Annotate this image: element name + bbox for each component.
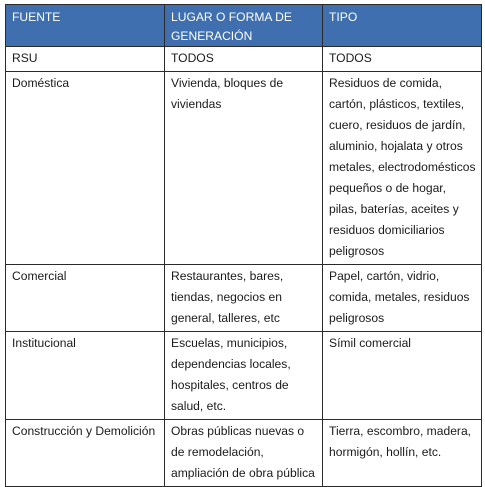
cell-tipo [323, 265, 482, 332]
table-row [6, 332, 482, 420]
table-body [6, 47, 482, 487]
cell-text: TODOS [329, 51, 372, 65]
cell-lugar [165, 47, 323, 72]
header-fuente: FUENTE [6, 5, 165, 47]
cell-fuente [6, 420, 165, 487]
cell-text: Comercial [12, 269, 67, 283]
cell-text: Restaurantes, bares, tiendas, negocios en general, talleres, etc [171, 269, 284, 325]
header-lugar: LUGAR O FORMA DE GENERACIÓN [165, 5, 323, 47]
cell-tipo [323, 47, 482, 72]
cell-text: Construcción y Demolición [12, 424, 156, 438]
cell-text: Tierra, escombro, madera, hormigón, hollín, etc. [329, 424, 472, 459]
cell-text: Residuos de comida, cartón, plásticos, textiles, cuero, residuos de jardín, aluminio, hojalata y otros metales, electrodomésticos pequeños o de hogar, pilas, baterías, aceites y residuos domiciliarios peligrosos [329, 76, 476, 258]
cell-tipo [323, 420, 482, 487]
cell-text: Institucional [12, 336, 76, 350]
table-row [6, 420, 482, 487]
cell-fuente [6, 332, 165, 420]
cell-fuente [6, 72, 165, 265]
cell-text: RSU [12, 51, 38, 65]
table-row [6, 265, 482, 332]
cell-text: Doméstica [12, 76, 70, 90]
header-tipo: TIPO [323, 5, 482, 47]
cell-text: Vivienda, bloques de viviendas [171, 76, 284, 111]
header-row [6, 5, 482, 47]
cell-text: Obras públicas nuevas o de remodelación, ampliación de obra pública [171, 424, 315, 480]
cell-fuente [6, 47, 165, 72]
cell-lugar [165, 420, 323, 487]
cell-text: Papel, cartón, vidrio, comida, metales, residuos peligrosos [329, 269, 470, 325]
cell-lugar [165, 72, 323, 265]
cell-text: Símil comercial [329, 336, 411, 350]
cell-tipo [323, 72, 482, 265]
cell-text: Escuelas, municipios, dependencias locales, hospitales, centros de salud, etc. [171, 336, 291, 413]
cell-lugar [165, 265, 323, 332]
table-row [6, 72, 482, 265]
table-row [6, 47, 482, 72]
cell-fuente [6, 265, 165, 332]
cell-lugar [165, 332, 323, 420]
table-header [6, 5, 482, 47]
cell-text: TODOS [171, 51, 214, 65]
waste-sources-table [5, 4, 482, 487]
cell-tipo [323, 332, 482, 420]
